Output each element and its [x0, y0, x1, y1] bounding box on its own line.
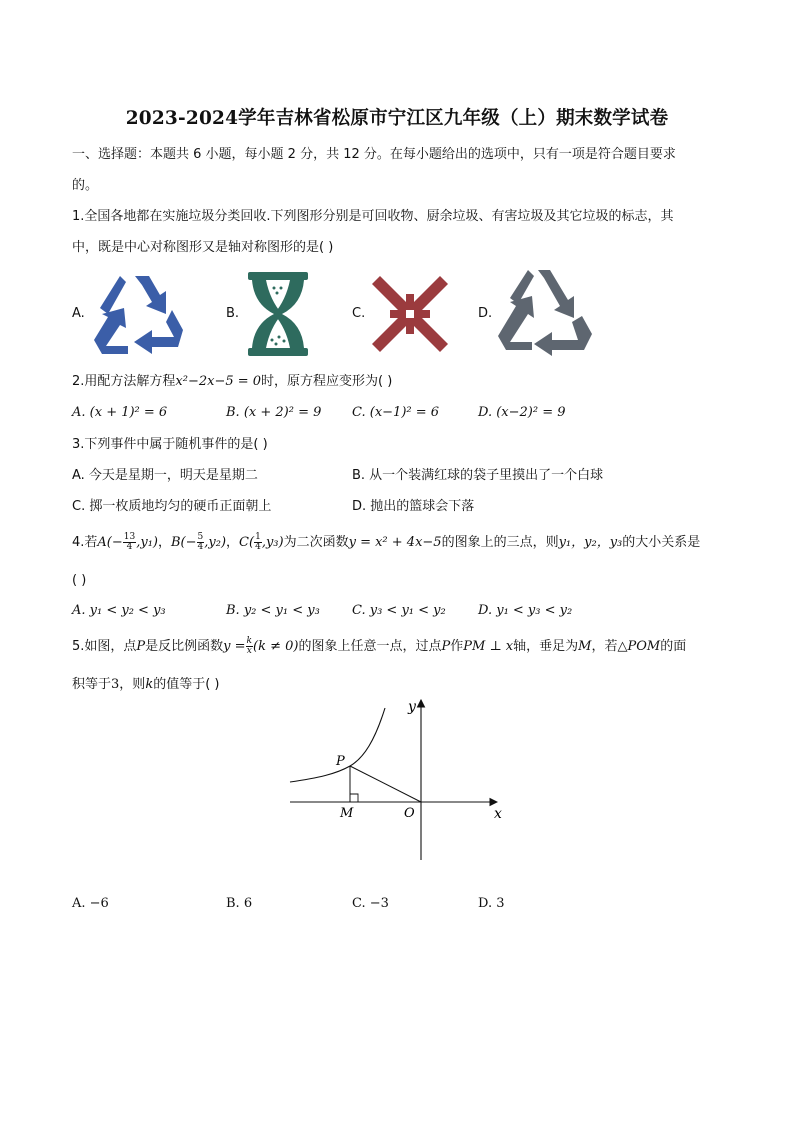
q5-stem-part: 5.如图，点	[72, 639, 137, 654]
q4-stem-mid: 为二次函数	[283, 535, 349, 550]
q1-option-c-label: C.	[352, 306, 366, 321]
q5-stem-part: ，若	[591, 639, 618, 654]
q3-option-b: B. 从一个装满红球的袋子里摸出了一个白球	[352, 468, 604, 483]
q5-k: k	[145, 677, 154, 692]
q2-stem-pre: 2.用配方法解方程	[72, 374, 176, 389]
kitchen-waste-icon	[244, 270, 314, 360]
q4-point-b-pre: B(−	[171, 535, 197, 550]
q3-stem: 3.下列事件中属于随机事件的是( )	[72, 437, 268, 452]
q1-option-a-label: A.	[72, 306, 85, 321]
point-m-label: M	[340, 806, 354, 821]
other-waste-icon	[494, 266, 594, 358]
y-axis-label: y	[408, 699, 416, 715]
q4-point-c	[239, 532, 284, 552]
q4-point-b	[171, 532, 227, 552]
q4-stem-pre: 4.若	[72, 535, 98, 550]
q5-stem-part: 作	[450, 639, 464, 654]
q4-point-b-num: 5	[197, 532, 204, 542]
q2-option-c: C. (x−1)² = 6	[352, 405, 440, 420]
page-title: 2023-2024学年吉林省松原市宁江区九年级（上）期末数学试卷	[125, 108, 669, 129]
q4-point-b-post: ,y₂)	[204, 535, 227, 550]
q1-stem-cont: 中，既是中心对称图形又是轴对称图形的是( )	[72, 240, 334, 255]
q4-option-a: A. y₁ < y₂ < y₃	[72, 603, 166, 618]
q5-perpendicular: PM ⊥ x	[463, 639, 514, 654]
q5-stem-part: 轴，垂足为	[513, 639, 579, 654]
q5-stem-part: 的图象上任意一点，过点	[298, 639, 442, 654]
recycle-icon	[88, 270, 188, 360]
q5-stem-part: 积等于	[72, 677, 112, 692]
q3-option-a: A. 今天是星期一，明天是星期二	[72, 468, 258, 483]
q4-point-a-post: ,y₁)	[136, 535, 158, 550]
q4-point-c-pre: C(	[239, 535, 255, 550]
q5-function-post: (k ≠ 0)	[253, 639, 299, 654]
q2-option-a: A. (x + 1)² = 6	[72, 405, 168, 420]
q5-stem-part: 的值等于( )	[153, 677, 220, 692]
q5-function-den: x	[246, 646, 252, 656]
q5-stem-cont	[72, 674, 219, 696]
q5-function-pre: y =	[223, 639, 246, 654]
q3-option-d: D. 抛出的篮球会下落	[352, 499, 475, 514]
po-segment	[350, 766, 421, 802]
x-axis-label: x	[494, 806, 502, 822]
q1-option-d-label: D.	[478, 306, 493, 321]
q1-option-b-label: B.	[226, 306, 240, 321]
q4-option-b: B. y₂ < y₁ < y₃	[226, 603, 320, 618]
q4-stem-end: 的大小关系是	[622, 535, 701, 550]
point-p-label: P	[336, 754, 345, 769]
q5-option-d: D. 3	[478, 896, 505, 911]
q4-point-c-post: ,y₃)	[261, 535, 284, 550]
q4-sep: ，	[226, 535, 240, 550]
hazardous-waste-icon	[370, 274, 450, 354]
q5-point-p: P	[441, 639, 451, 654]
q4-point-c-den: 4	[255, 542, 261, 552]
q2-option-b: B. (x + 2)² = 9	[226, 405, 322, 420]
q5-stem	[72, 634, 686, 660]
q5-option-b: B. 6	[226, 896, 253, 911]
q5-option-c: C. −3	[352, 896, 389, 911]
q5-stem-part: 的面	[660, 639, 687, 654]
q4-function: y = x² + 4x−5	[348, 535, 442, 550]
q4-point-a-pre: A(−	[97, 535, 123, 550]
q5-triangle: △POM	[617, 639, 661, 654]
q4-point-a-den: 4	[126, 542, 133, 552]
q5-point-m: M	[578, 639, 592, 654]
q4-option-c: C. y₃ < y₁ < y₂	[352, 603, 446, 618]
q4-point-c-num: 1	[255, 532, 261, 542]
q4-stem	[72, 530, 700, 556]
q5-coordinate-figure	[280, 690, 520, 870]
q5-function	[223, 636, 299, 656]
q4-stem-post: 的图象上的三点，则	[441, 535, 559, 550]
q4-point-a-num: 13	[123, 532, 136, 542]
section-instruction: 一、选择题：本题共 6 小题，每小题 2 分，共 12 分。在每小题给出的选项中，只有一项是符合题目要求	[72, 147, 676, 162]
q4-option-d: D. y₁ < y₃ < y₂	[478, 603, 573, 618]
q2-stem	[72, 373, 392, 391]
hyperbola-curve	[290, 708, 385, 782]
q2-equation: x²−2x−5 = 0	[175, 374, 262, 389]
q3-option-c: C. 掷一枚质地均匀的硬币正面朝上	[72, 499, 272, 514]
q5-point-p: P	[136, 639, 146, 654]
q5-area-value: 3	[111, 677, 120, 692]
q2-option-d: D. (x−2)² = 9	[478, 405, 566, 420]
right-angle-mark	[350, 794, 358, 802]
q4-point-b-den: 4	[197, 542, 204, 552]
q4-y-values: y₁，y₂，y₃	[558, 535, 623, 550]
section-instruction-cont: 的。	[72, 178, 99, 193]
q2-stem-post: 时，原方程应变形为( )	[261, 374, 393, 389]
origin-label: O	[404, 806, 415, 821]
q1-stem: 1.全国各地都在实施垃圾分类回收.下列图形分别是可回收物、厨余垃圾、有害垃圾及其它垃圾的标志，其	[72, 209, 674, 224]
q5-stem-part: ，则	[119, 677, 146, 692]
q4-point-a	[97, 532, 158, 552]
q4-sep: ，	[157, 535, 171, 550]
q5-stem-part: 是反比例函数	[145, 639, 224, 654]
q4-stem-cont: ( )	[72, 573, 87, 588]
q5-function-num: k	[246, 636, 253, 646]
q5-option-a: A. −6	[72, 896, 109, 911]
